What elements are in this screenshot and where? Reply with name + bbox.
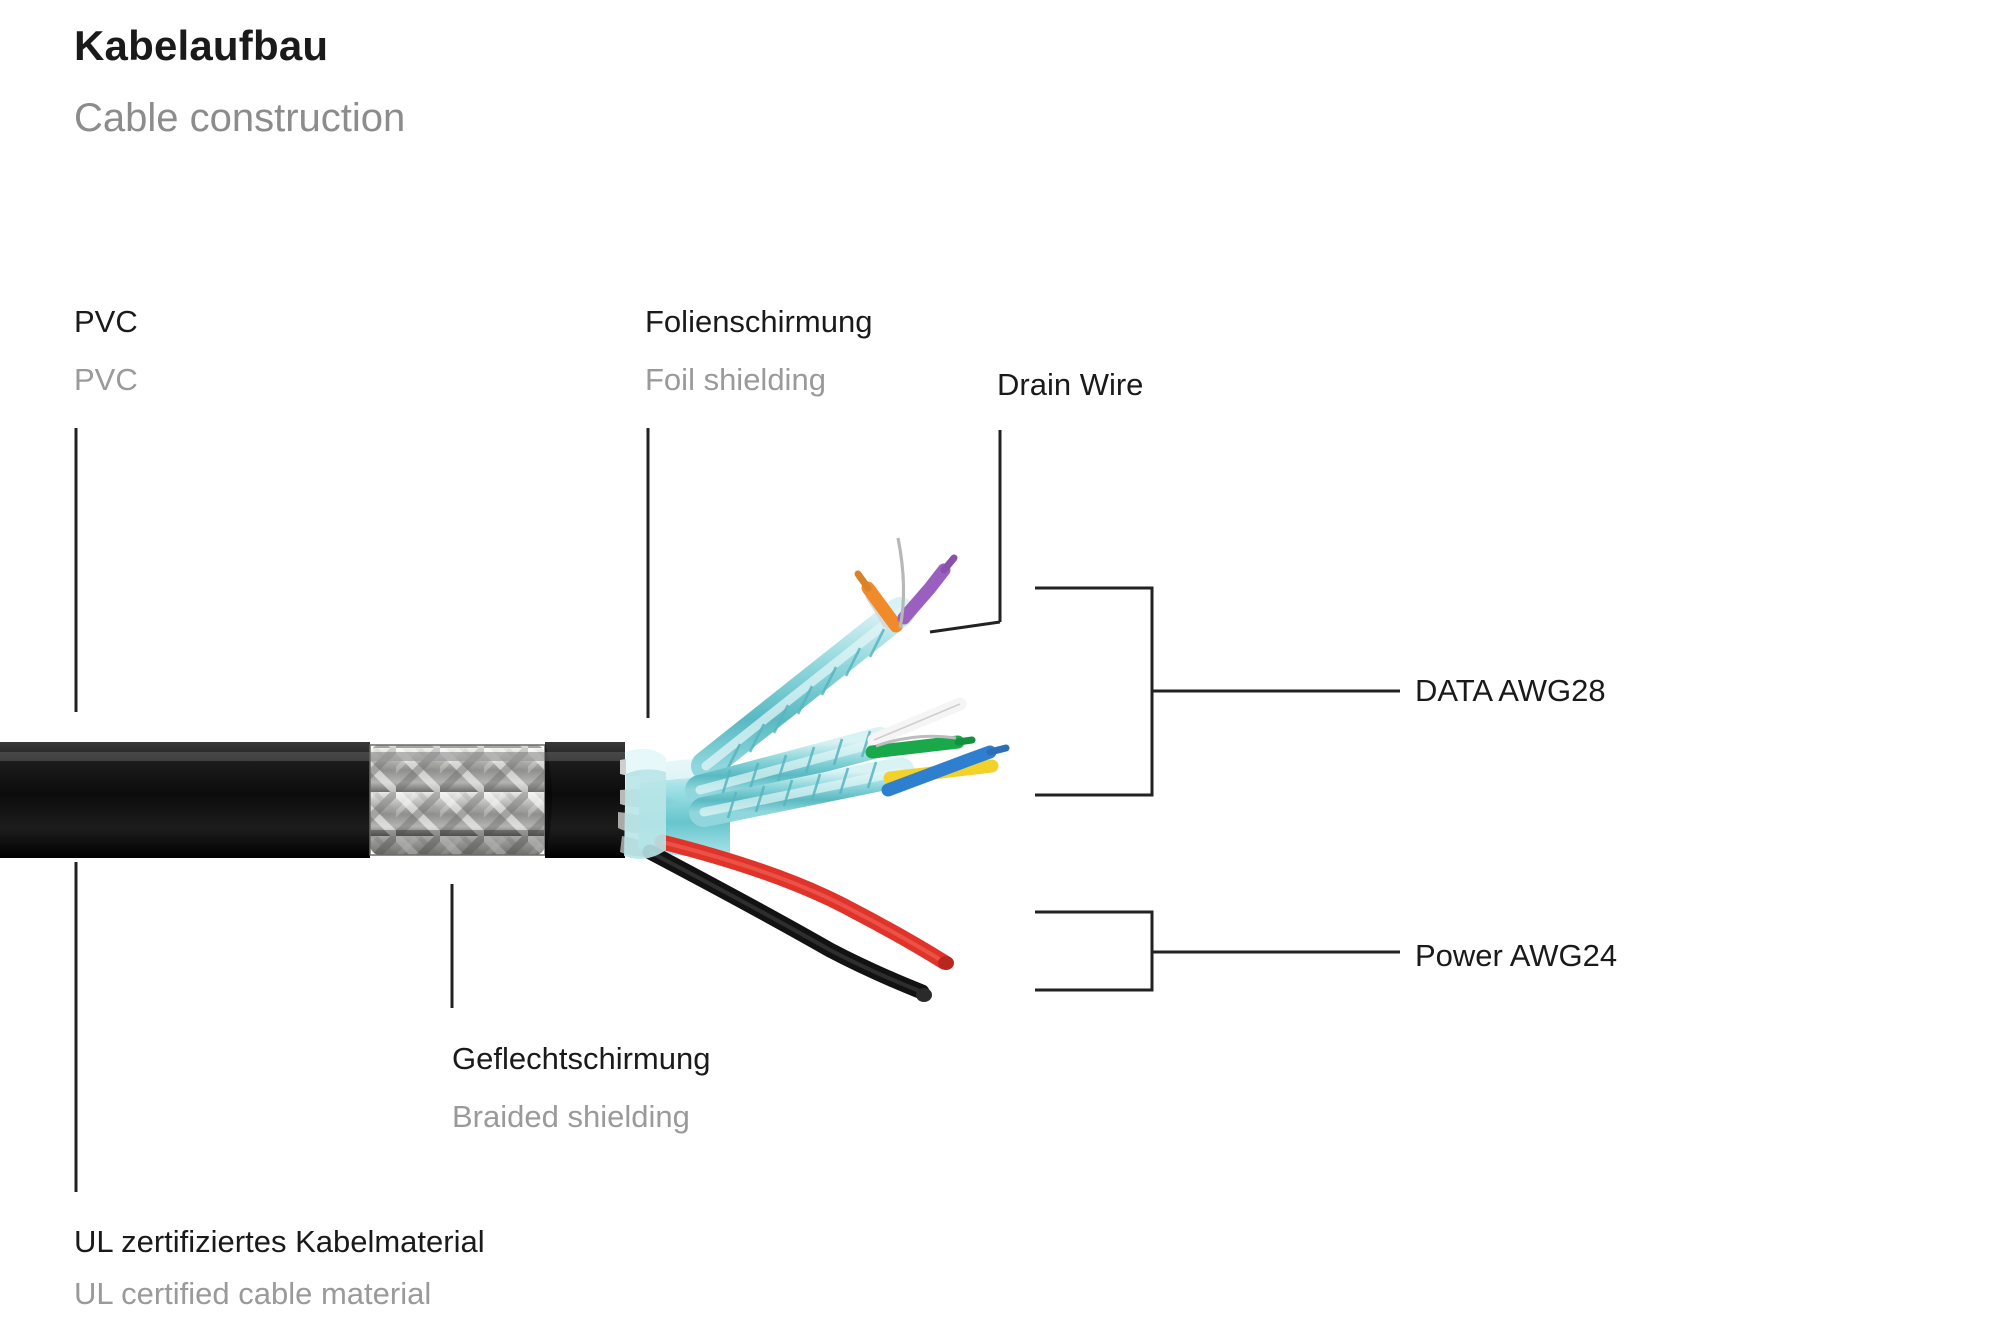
- page-title-de: Kabelaufbau: [74, 22, 329, 69]
- wire-red: [662, 842, 944, 962]
- wire-orange-tip: [858, 574, 868, 588]
- label-drain-wire: Drain Wire: [997, 367, 1144, 402]
- wire-red-cut-end: [938, 956, 954, 970]
- label-ul-material-en: UL certified cable material: [74, 1276, 432, 1311]
- wire-white-edge: [874, 704, 960, 740]
- wire-violet-tip: [944, 558, 954, 570]
- label-pvc-de: PVC: [74, 304, 138, 339]
- label-foil-shielding-de: Folienschirmung: [645, 304, 873, 339]
- label-ul-material-de: UL zertifiziertes Kabelmaterial: [74, 1224, 485, 1259]
- wire-green-tip: [958, 740, 972, 742]
- page-title-en: Cable construction: [74, 96, 406, 140]
- label-power-awg24: Power AWG24: [1415, 938, 1618, 973]
- wire-black-cut-end: [916, 988, 932, 1002]
- label-pvc-en: PVC: [74, 362, 138, 397]
- power-wires: [650, 842, 954, 1002]
- label-data-awg28: DATA AWG28: [1415, 673, 1606, 708]
- label-foil-shielding-en: Foil shielding: [645, 362, 826, 397]
- jacket-highlight: [0, 752, 625, 761]
- braided-shield-window: [370, 745, 545, 855]
- label-braided-shielding-de: Geflechtschirmung: [452, 1041, 711, 1076]
- wire-violet: [904, 570, 944, 618]
- wire-blue-tip: [990, 748, 1006, 752]
- label-braided-shielding-en: Braided shielding: [452, 1099, 690, 1134]
